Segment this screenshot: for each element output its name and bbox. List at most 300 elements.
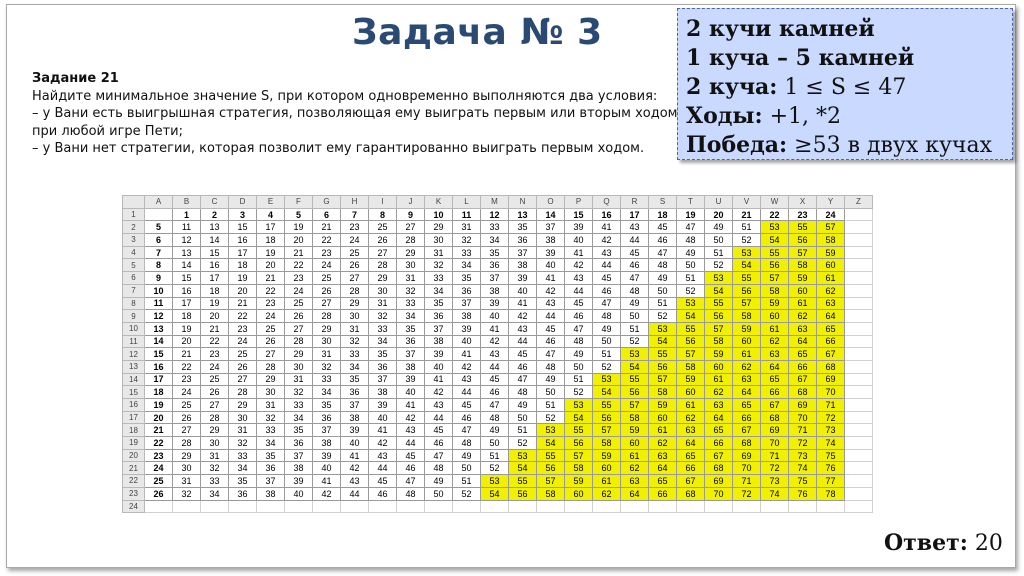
sheet-cell [845,322,873,335]
sheet-cell: 35 [313,399,341,412]
sheet-cell: 47 [537,348,565,361]
sheet-cell: 12 [173,234,201,247]
sheet-cell: 56 [565,437,593,450]
sheet-cell: 54 [537,437,565,450]
sheet-cell: 50 [677,259,705,272]
sheet-cell: 59 [733,322,761,335]
sheet-cell: 47 [425,449,453,462]
sheet-cell: 58 [677,360,705,373]
info-line-3-value: 1 ≤ S ≤ 47 [777,75,907,100]
row-header-value: 20 [145,411,173,424]
sheet-cell: 30 [341,310,369,323]
sheet-cell: 47 [621,272,649,285]
sheet-cell: 56 [733,284,761,297]
sheet-cell: 40 [341,437,369,450]
sheet-cell: 38 [313,437,341,450]
sheet-cell: 49 [537,373,565,386]
sheet-cell: 37 [313,424,341,437]
sheet-cell: 48 [565,335,593,348]
sheet-cell: 29 [313,322,341,335]
sheet-cell: 39 [453,322,481,335]
sheet-cell: 72 [733,487,761,500]
sheet-cell: 61 [817,272,845,285]
sheet-cell: 26 [257,335,285,348]
sheet-cell: 31 [397,272,425,285]
sheet-cell: 41 [453,348,481,361]
sheet-cell: 58 [705,335,733,348]
column-letter: X [789,196,817,209]
sheet-cell: 41 [481,322,509,335]
sheet-cell [845,437,873,450]
sheet-cell: 36 [257,462,285,475]
sheet-cell: 62 [733,360,761,373]
sheet-cell: 53 [733,246,761,259]
sheet-cell [845,259,873,272]
column-header-number: 18 [649,208,677,221]
sheet-cell: 44 [341,487,369,500]
sheet-cell: 50 [537,386,565,399]
sheet-cell: 30 [369,284,397,297]
sheet-cell: 46 [397,462,425,475]
sheet-cell: 49 [509,399,537,412]
sheet-cell: 47 [565,322,593,335]
sheet-cell: 78 [817,487,845,500]
sheet-cell: 48 [453,437,481,450]
sheet-cell: 27 [285,322,313,335]
sheet-cell: 40 [313,462,341,475]
sheet-cell: 64 [733,386,761,399]
sheet-cell: 59 [565,475,593,488]
sheet-cell: 49 [565,348,593,361]
sheet-cell: 23 [257,297,285,310]
sheet-cell [789,500,817,513]
sheet-cell: 62 [789,310,817,323]
answer [884,530,1003,556]
column-letter: K [425,196,453,209]
sheet-cell: 54 [649,335,677,348]
sheet-cell: 32 [341,335,369,348]
sheet-cell: 69 [761,424,789,437]
sheet-cell: 22 [313,234,341,247]
sheet-cell: 29 [425,221,453,234]
sheet-cell: 15 [229,221,257,234]
sheet-cell: 38 [397,360,425,373]
sheet-cell: 72 [761,462,789,475]
sheet-cell: 65 [761,373,789,386]
spreadsheet-table [122,195,873,513]
sheet-cell: 33 [425,272,453,285]
sheet-cell: 42 [341,462,369,475]
sheet-cell: 22 [257,284,285,297]
sheet-cell [705,500,733,513]
sheet-cell: 18 [257,234,285,247]
sheet-cell: 23 [173,373,201,386]
sheet-cell: 45 [397,449,425,462]
column-header-number: 9 [397,208,425,221]
sheet-cell: 20 [257,259,285,272]
sheet-cell: 67 [677,475,705,488]
sheet-cell: 61 [705,373,733,386]
sheet-cell: 19 [173,322,201,335]
column-header-number: 10 [425,208,453,221]
column-letter: H [341,196,369,209]
sheet-cell: 41 [565,246,593,259]
sheet-cell: 71 [817,399,845,412]
sheet-cell: 50 [621,310,649,323]
sheet-cell: 44 [453,386,481,399]
sheet-cell: 27 [341,272,369,285]
row-number: 24 [123,500,145,513]
sheet-cell: 39 [565,221,593,234]
sheet-cell: 28 [257,360,285,373]
sheet-cell: 39 [369,399,397,412]
sheet-cell: 62 [761,335,789,348]
sheet-cell: 33 [285,399,313,412]
sheet-cell: 43 [481,348,509,361]
sheet-cell: 69 [817,373,845,386]
row-header-value: 14 [145,335,173,348]
sheet-cell: 37 [425,322,453,335]
sheet-cell: 66 [733,411,761,424]
sheet-cell: 40 [397,386,425,399]
sheet-cell: 31 [229,424,257,437]
sheet-cell: 46 [649,234,677,247]
sheet-cell: 38 [341,411,369,424]
sheet-cell: 53 [705,272,733,285]
sheet-cell [845,386,873,399]
row-header-value: 13 [145,322,173,335]
sheet-cell: 48 [397,487,425,500]
column-letter: F [285,196,313,209]
sheet-cell: 76 [789,487,817,500]
sheet-cell: 33 [481,221,509,234]
sheet-cell: 36 [369,360,397,373]
sheet-cell: 70 [789,411,817,424]
sheet-cell: 38 [537,234,565,247]
row-number: 17 [123,411,145,424]
sheet-cell: 63 [733,373,761,386]
sheet-cell: 47 [453,424,481,437]
sheet-cell: 21 [313,221,341,234]
sheet-cell: 37 [481,272,509,285]
sheet-cell: 27 [229,373,257,386]
row-header-value: 24 [145,462,173,475]
sheet-cell: 66 [817,335,845,348]
sheet-cell: 37 [397,348,425,361]
sheet-cell: 69 [733,449,761,462]
sheet-cell: 11 [173,221,201,234]
sheet-cell: 43 [341,475,369,488]
sheet-cell: 26 [285,310,313,323]
sheet-cell: 40 [425,360,453,373]
sheet-cell: 68 [817,360,845,373]
sheet-cell [845,360,873,373]
sheet-cell: 59 [705,348,733,361]
sheet-cell: 46 [453,411,481,424]
sheet-cell: 51 [481,449,509,462]
sheet-cell: 24 [313,259,341,272]
sheet-cell: 43 [621,221,649,234]
sheet-cell: 45 [649,221,677,234]
sheet-cell: 55 [565,424,593,437]
sheet-cell: 36 [453,284,481,297]
sheet-cell: 65 [789,348,817,361]
sheet-cell: 58 [649,386,677,399]
column-letter: D [229,196,257,209]
answer-label: Ответ: [884,530,968,556]
sheet-cell: 34 [341,360,369,373]
sheet-cell: 38 [453,310,481,323]
sheet-cell: 33 [201,475,229,488]
sheet-cell: 44 [565,284,593,297]
sheet-cell: 64 [649,462,677,475]
sheet-cell: 38 [481,284,509,297]
sheet-cell: 21 [173,348,201,361]
sheet-cell: 65 [677,449,705,462]
sheet-cell [453,500,481,513]
sheet-cell: 66 [705,437,733,450]
sheet-cell: 34 [369,335,397,348]
sheet-cell: 39 [509,272,537,285]
sheet-cell: 23 [313,246,341,259]
sheet-cell: 39 [313,449,341,462]
sheet-cell: 39 [537,246,565,259]
column-header-number: 16 [593,208,621,221]
sheet-cell: 54 [621,360,649,373]
sheet-cell: 56 [649,360,677,373]
sheet-cell: 18 [201,284,229,297]
column-letter: O [537,196,565,209]
column-letter: U [705,196,733,209]
sheet-cell: 34 [425,284,453,297]
sheet-cell: 31 [369,297,397,310]
sheet-cell: 60 [733,335,761,348]
sheet-cell: 42 [397,411,425,424]
sheet-cell [817,500,845,513]
sheet-cell: 25 [341,246,369,259]
sheet-cell: 48 [509,386,537,399]
sheet-cell: 61 [621,449,649,462]
sheet-cell: 31 [201,449,229,462]
sheet-cell [845,335,873,348]
sheet-cell: 74 [817,437,845,450]
sheet-cell: 57 [761,272,789,285]
sheet-cell: 59 [649,399,677,412]
column-header-number: 1 [173,208,201,221]
sheet-cell: 62 [649,437,677,450]
sheet-cell: 53 [677,297,705,310]
column-header-number: 6 [313,208,341,221]
sheet-cell: 25 [257,322,285,335]
sheet-cell: 29 [369,272,397,285]
sheet-cell: 34 [481,234,509,247]
sheet-cell [341,500,369,513]
sheet-cell: 25 [201,373,229,386]
corner-cell [123,196,145,209]
sheet-cell: 48 [593,310,621,323]
sheet-cell: 53 [593,373,621,386]
sheet-cell: 36 [397,335,425,348]
sheet-cell: 65 [705,424,733,437]
sheet-cell: 33 [397,297,425,310]
row-number: 12 [123,348,145,361]
column-letter: L [453,196,481,209]
sheet-cell: 52 [705,259,733,272]
sheet-cell: 52 [733,234,761,247]
sheet-cell: 34 [397,310,425,323]
sheet-cell: 47 [481,399,509,412]
sheet-cell: 24 [173,386,201,399]
sheet-cell: 48 [621,284,649,297]
info-line-3-label: 2 куча: [686,74,778,100]
info-line-5-label: Победа: [686,132,788,158]
sheet-cell: 31 [425,246,453,259]
sheet-cell: 55 [509,475,537,488]
sheet-cell: 64 [621,487,649,500]
sheet-cell: 15 [201,246,229,259]
sheet-cell: 41 [593,221,621,234]
sheet-cell: 40 [509,284,537,297]
sheet-cell: 57 [817,221,845,234]
row-number: 6 [123,272,145,285]
sheet-cell: 52 [537,411,565,424]
sheet-cell: 59 [621,424,649,437]
sheet-cell: 56 [621,386,649,399]
sheet-cell: 64 [817,310,845,323]
sheet-cell: 33 [453,246,481,259]
sheet-cell [145,500,173,513]
sheet-cell: 58 [733,310,761,323]
sheet-cell: 56 [677,335,705,348]
sheet-cell: 45 [509,348,537,361]
sheet-cell [173,500,201,513]
column-header-number: 21 [733,208,761,221]
sheet-cell: 60 [649,411,677,424]
sheet-cell: 44 [481,360,509,373]
sheet-cell: 54 [733,259,761,272]
sheet-cell: 35 [453,272,481,285]
row-number: 5 [123,259,145,272]
sheet-cell: 65 [649,475,677,488]
column-header-number: 7 [341,208,369,221]
sheet-cell: 55 [733,272,761,285]
sheet-cell: 60 [593,462,621,475]
sheet-cell: 43 [369,449,397,462]
sheet-cell: 51 [705,246,733,259]
sheet-cell: 44 [593,259,621,272]
column-letter: S [649,196,677,209]
row-number: 21 [123,462,145,475]
sheet-cell: 47 [509,373,537,386]
sheet-cell: 22 [285,259,313,272]
column-header-number: 12 [481,208,509,221]
sheet-cell: 27 [369,246,397,259]
row-number: 7 [123,284,145,297]
sheet-cell: 26 [369,234,397,247]
sheet-cell: 57 [537,475,565,488]
row-header-value: 23 [145,449,173,462]
sheet-cell: 66 [677,462,705,475]
row-header-value: 21 [145,424,173,437]
sheet-cell [845,310,873,323]
row-number: 18 [123,424,145,437]
row-number: 4 [123,246,145,259]
sheet-cell: 53 [481,475,509,488]
row-header-value: 6 [145,234,173,247]
sheet-cell: 27 [313,297,341,310]
sheet-cell [845,487,873,500]
sheet-cell: 24 [201,360,229,373]
sheet-cell: 13 [173,246,201,259]
sheet-cell: 28 [285,335,313,348]
sheet-cell: 49 [621,297,649,310]
sheet-cell [845,297,873,310]
sheet-cell: 77 [817,475,845,488]
sheet-cell: 44 [425,411,453,424]
sheet-cell: 31 [313,348,341,361]
sheet-cell: 28 [397,234,425,247]
column-header-number: 5 [285,208,313,221]
sheet-cell: 64 [677,437,705,450]
info-box [677,8,1013,160]
row-number: 15 [123,386,145,399]
sheet-cell: 42 [509,310,537,323]
sheet-cell: 28 [201,411,229,424]
row-number: 10 [123,322,145,335]
sheet-cell: 61 [677,399,705,412]
sheet-cell: 57 [649,373,677,386]
sheet-cell: 19 [229,272,257,285]
sheet-cell: 61 [789,297,817,310]
sheet-cell: 51 [621,322,649,335]
sheet-cell: 48 [537,360,565,373]
sheet-cell: 62 [593,487,621,500]
row-number: 9 [123,310,145,323]
task-line-1: Найдите минимальное значение S, при котором одновременно выполняются два условия: [32,88,658,104]
sheet-cell: 37 [369,373,397,386]
sheet-cell: 37 [537,221,565,234]
sheet-cell [845,272,873,285]
sheet-cell: 21 [257,272,285,285]
column-letter: M [481,196,509,209]
sheet-cell: 75 [789,475,817,488]
sheet-cell: 17 [201,272,229,285]
task-line-2: – у Вани есть выигрышная стратегия, позволяющая ему выиграть первым или вторым ходом при любой игре Пети; [32,106,678,139]
row-number: 3 [123,234,145,247]
sheet-cell: 52 [509,437,537,450]
sheet-cell [845,373,873,386]
sheet-cell: 14 [173,259,201,272]
sheet-cell: 53 [761,221,789,234]
column-letter: E [257,196,285,209]
sheet-cell [845,411,873,424]
column-header-number: 22 [761,208,789,221]
sheet-cell: 54 [677,310,705,323]
sheet-cell: 50 [425,487,453,500]
sheet-cell: 45 [369,475,397,488]
sheet-cell: 41 [397,399,425,412]
sheet-cell: 47 [397,475,425,488]
sheet-cell: 60 [789,284,817,297]
sheet-cell: 58 [621,411,649,424]
sheet-cell [481,500,509,513]
sheet-cell: 50 [705,234,733,247]
sheet-cell: 35 [425,297,453,310]
sheet-cell: 58 [789,259,817,272]
sheet-cell: 30 [229,411,257,424]
info-line-4-label: Ходы: [686,103,763,129]
sheet-cell: 38 [257,487,285,500]
